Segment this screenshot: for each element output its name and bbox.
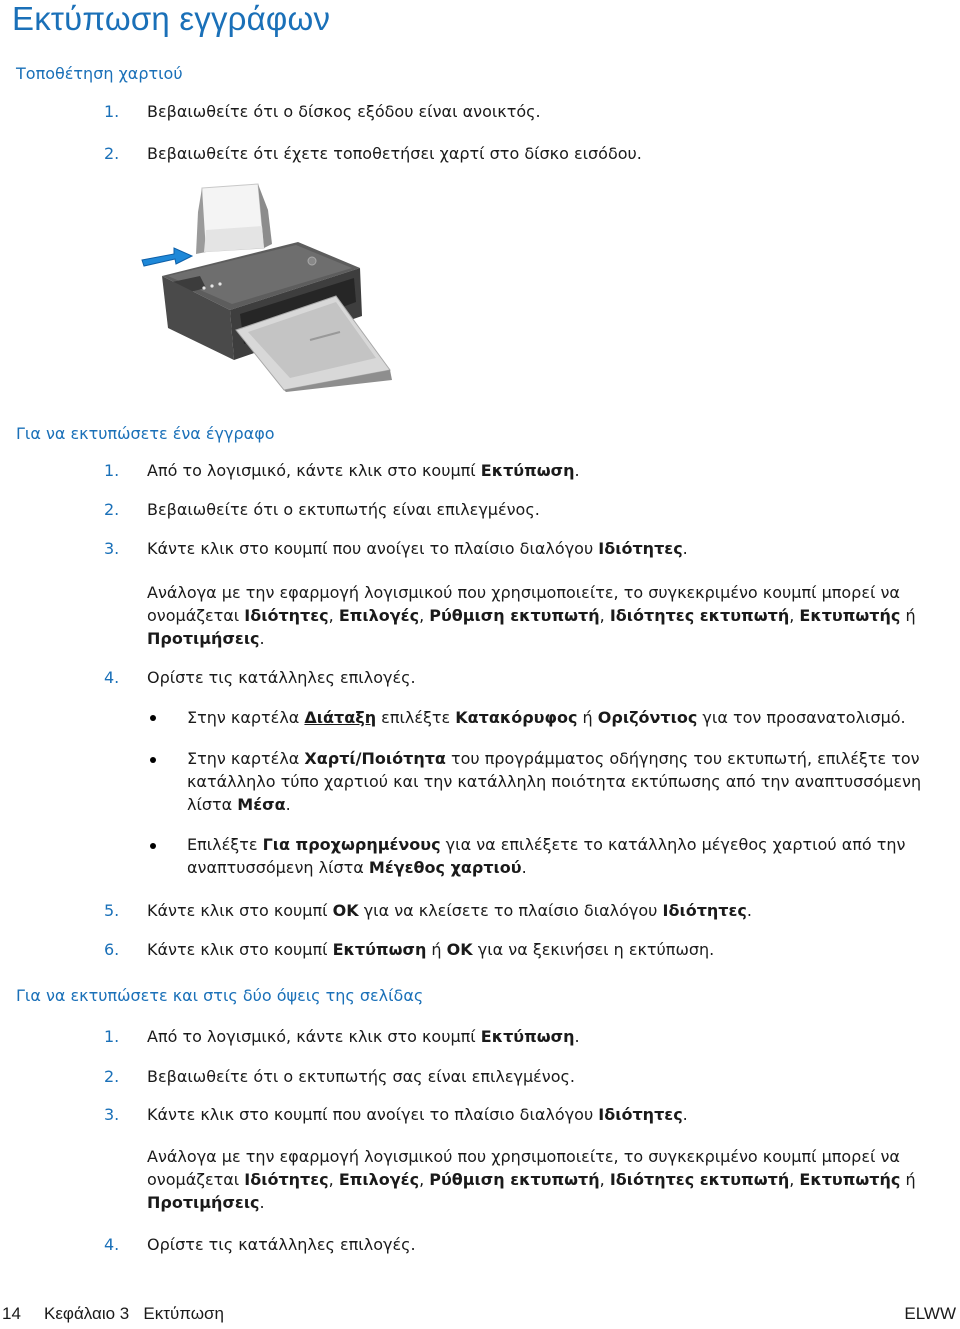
step-text: Ορίστε τις κατάλληλες επιλογές.	[147, 1235, 416, 1254]
step-number: 4.	[104, 668, 120, 687]
step-number: 2.	[104, 144, 120, 163]
printer-illustration	[140, 182, 400, 392]
step-number: 5.	[104, 901, 120, 920]
step-number: 3.	[104, 539, 120, 558]
bullet-text: Στην καρτέλα Διάταξη επιλέξτε Κατακόρυφος ή Οριζόντιος για τον προσανατολισμό.	[187, 708, 906, 727]
step-note: Ανάλογα με την εφαρμογή λογισμικού που χρησιμοποιείτε, το συγκεκριμένο κουμπί μπορεί να ονομάζεται Ιδιότητες, Επιλογές, Ρύθμιση εκτυπωτή, Ιδιότητες εκτυπωτή, Εκτυπωτής ή Προτιμήσεις.	[147, 583, 916, 648]
step-number: 2.	[104, 500, 120, 519]
section-heading-print-duplex: Για να εκτυπώσετε και στις δύο όψεις της σελίδας	[16, 986, 424, 1005]
step-text: Κάντε κλικ στο κουμπί Εκτύπωση ή OK για να ξεκινήσει η εκτύπωση.	[147, 940, 715, 959]
section-heading-print-document: Για να εκτυπώσετε ένα έγγραφο	[16, 424, 275, 443]
bullet-icon	[150, 843, 156, 849]
step-note: Ανάλογα με την εφαρμογή λογισμικού που χρησιμοποιείτε, το συγκεκριμένο κουμπί μπορεί να ονομάζεται Ιδιότητες, Επιλογές, Ρύθμιση εκτυπωτή, Ιδιότητες εκτυπωτή, Εκτυπωτής ή Προτιμήσεις.	[147, 1147, 916, 1212]
bullet-icon	[150, 757, 156, 763]
step-number: 6.	[104, 940, 120, 959]
step-number: 3.	[104, 1105, 120, 1124]
step-text: Ορίστε τις κατάλληλες επιλογές.	[147, 668, 416, 687]
section-heading-load-paper: Τοποθέτηση χαρτιού	[16, 64, 183, 83]
step-number: 2.	[104, 1067, 120, 1086]
bullet-text: Επιλέξτε Για προχωρημένους για να επιλέξετε το κατάλληλο μέγεθος χαρτιού από την αναπτυσσόμενη λίστα Μέγεθος χαρτιού.	[187, 835, 906, 877]
step-text: Από το λογισμικό, κάντε κλικ στο κουμπί Εκτύπωση.	[147, 1027, 580, 1046]
step-text: Κάντε κλικ στο κουμπί OK για να κλείσετε το πλαίσιο διαλόγου Ιδιότητες.	[147, 901, 752, 920]
step-text: Βεβαιωθείτε ότι ο εκτυπωτής σας είναι επιλεγμένος.	[147, 1067, 575, 1086]
step-text: Βεβαιωθείτε ότι έχετε τοποθετήσει χαρτί στο δίσκο εισόδου.	[147, 144, 642, 163]
page-title: Εκτύπωση εγγράφων	[12, 0, 331, 37]
step-number: 1.	[104, 102, 120, 121]
step-number: 4.	[104, 1235, 120, 1254]
step-number: 1.	[104, 1027, 120, 1046]
step-text: Κάντε κλικ στο κουμπί που ανοίγει το πλαίσιο διαλόγου Ιδιότητες.	[147, 1105, 688, 1124]
step-text: Από το λογισμικό, κάντε κλικ στο κουμπί Εκτύπωση.	[147, 461, 580, 480]
bullet-text: Στην καρτέλα Χαρτί/Ποιότητα του προγράμματος οδήγησης του εκτυπωτή, επιλέξτε τον κατάλληλο τύπο χαρτιού και την κατάλληλη ποιότητα εκτύπωσης από την αναπτυσσόμενη λίστα Μέσα.	[187, 749, 922, 814]
step-text: Βεβαιωθείτε ότι ο δίσκος εξόδου είναι ανοικτός.	[147, 102, 541, 121]
chapter-label: Κεφάλαιο 3 Εκτύπωση	[44, 1304, 224, 1323]
page-number: 14	[2, 1304, 21, 1323]
step-text: Βεβαιωθείτε ότι ο εκτυπωτής είναι επιλεγμένος.	[147, 500, 540, 519]
bullet-icon	[150, 715, 156, 721]
step-number: 1.	[104, 461, 120, 480]
step-text: Κάντε κλικ στο κουμπί που ανοίγει το πλαίσιο διαλόγου Ιδιότητες.	[147, 539, 688, 558]
document-code: ELWW	[904, 1304, 956, 1323]
